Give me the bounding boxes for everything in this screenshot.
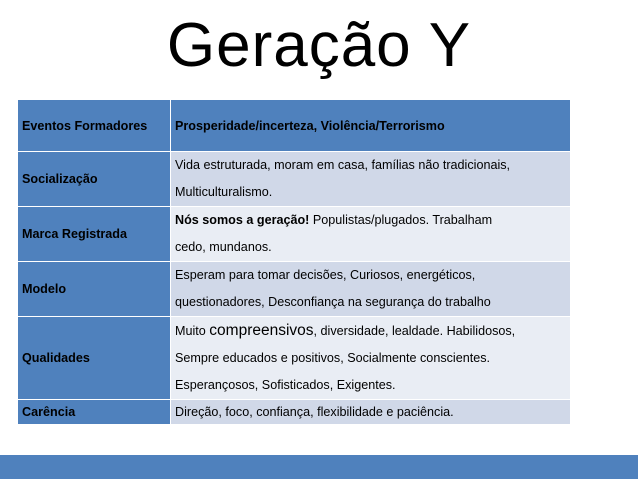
generation-table: [17, 99, 571, 425]
row-line: Vida estruturada, moram em casa, famílias não tradicionais,: [175, 158, 511, 172]
row-line: [175, 207, 566, 234]
table-row: [18, 207, 571, 262]
row-value-socializacao: [171, 152, 571, 207]
row-label-modelo: Modelo: [18, 262, 171, 317]
emphasis-word: compreensivos: [209, 322, 314, 339]
row-label-socializacao: Socialização: [18, 152, 171, 207]
table-row: [18, 152, 571, 207]
row-label-carencia: Carência: [18, 400, 171, 425]
row-text: , diversidade, lealdade. Habilidosos,: [313, 324, 516, 338]
row-label-marca: Marca Registrada: [18, 207, 171, 262]
footer-bar: [0, 455, 638, 479]
bold-phrase: Nós somos a geração!: [175, 213, 310, 227]
table-header-row: [18, 100, 571, 152]
row-line: Sempre educados e positivos, Socialmente conscientes.: [175, 351, 491, 365]
row-line: Multiculturalismo.: [175, 185, 273, 199]
row-line: Esperam para tomar decisões, Curiosos, energéticos,: [175, 268, 476, 282]
table-row: [18, 400, 571, 425]
header-value: Prosperidade/incerteza, Violência/Terrorismo: [171, 100, 571, 152]
row-label-qualidades: Qualidades: [18, 317, 171, 400]
header-label: Eventos Formadores: [18, 100, 171, 152]
slide-title: Geração Y: [166, 11, 472, 80]
row-value-qualidades: [171, 317, 571, 400]
row-value-modelo: [171, 262, 571, 317]
row-line: [175, 317, 566, 345]
row-line: questionadores, Desconfiança na segurança do trabalho: [175, 295, 491, 309]
table-row: [18, 262, 571, 317]
row-line: cedo, mundanos.: [175, 240, 272, 254]
row-value-carencia: Direção, foco, confiança, flexibilidade e paciência.: [171, 400, 571, 425]
table-row: [18, 317, 571, 400]
row-text: Populistas/plugados. Trabalham: [309, 213, 493, 227]
row-value-marca: [171, 207, 571, 262]
row-text: Muito: [175, 324, 210, 338]
row-line: Esperançosos, Sofisticados, Exigentes.: [175, 378, 396, 392]
